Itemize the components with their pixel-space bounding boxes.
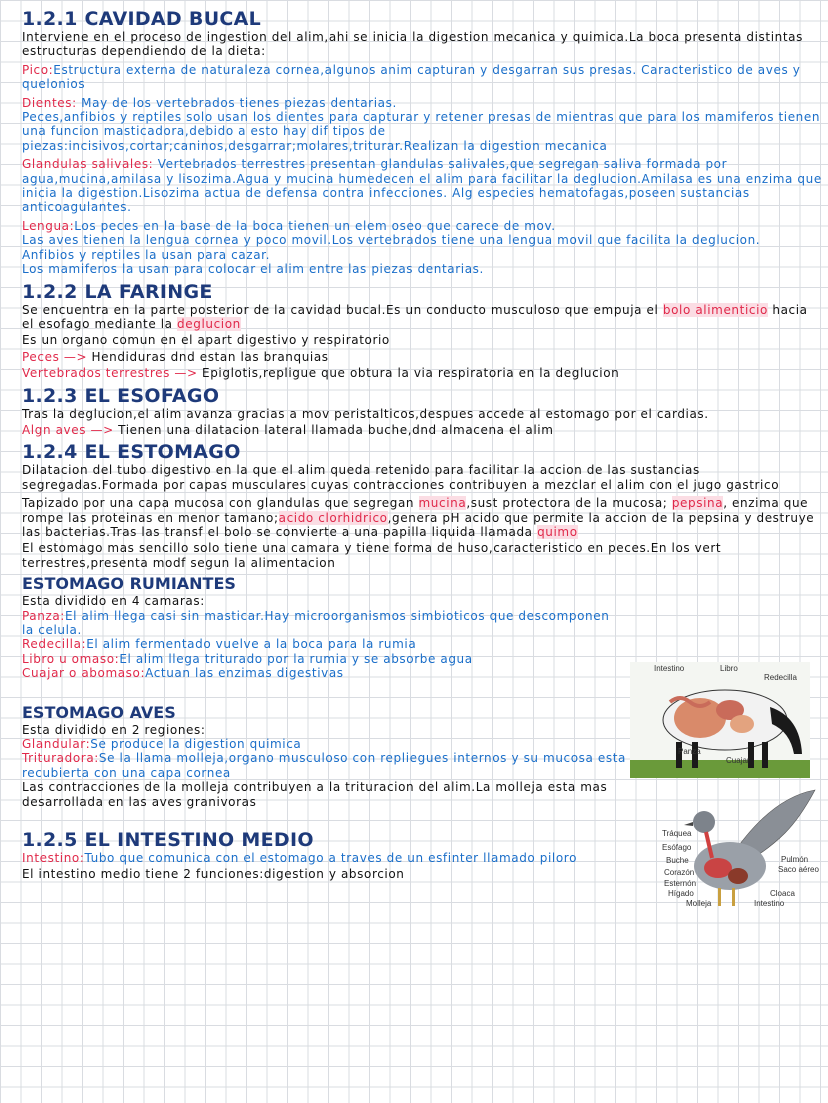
text: hacia el esofago mediante la — [22, 302, 808, 331]
term-label: Redecilla: — [22, 637, 87, 652]
cow-leg — [762, 742, 768, 768]
term-label: Panza: — [22, 608, 65, 623]
label-traquea: Tráquea — [662, 829, 692, 838]
paragraph: Esta dividido en 2 regiones: — [22, 722, 206, 737]
label-panza: Panza — [678, 747, 701, 756]
term-text: May de los vertebrados tienes piezas dentarias. — [76, 95, 397, 110]
paragraph: Tras la deglucion,el alim avanza gracias a mov peristalticos,despues accede al estomago por el cardias. — [22, 406, 709, 421]
term-text: Se produce la digestion quimica — [90, 737, 302, 752]
bird-leg — [718, 888, 721, 906]
section-title-estomago: 1.2.4 EL ESTOMAGO — [22, 441, 241, 464]
label-buche: Buche — [666, 856, 689, 865]
bird-head — [693, 811, 715, 833]
term-text: El alim llega triturado por la rumia y se absorbe agua — [119, 651, 473, 666]
label-cuajar: Cuajar — [726, 756, 750, 765]
label-cloaca: Cloaca — [770, 889, 795, 898]
cow-stomach-illustration — [630, 662, 810, 778]
term-label: Glandular: — [22, 737, 91, 752]
label-molleja: Molleja — [686, 899, 712, 908]
term-text: Epiglotis,repligue que obtura la via respiratoria en la deglucion — [202, 366, 620, 381]
bird-beak — [684, 822, 693, 826]
paragraph — [22, 303, 822, 332]
paragraph: Es un organo comun en el apart digestivo y respiratorio — [22, 333, 390, 348]
term-text: Los peces en la base de la boca tienen un elem oseo que carece de mov. — [74, 218, 556, 233]
highlight-term: quimo — [537, 524, 578, 539]
rumiantes-block — [22, 574, 622, 680]
paragraph-pico — [22, 63, 822, 92]
term-label: Intestino: — [22, 851, 85, 866]
paragraph: Esta dividido en 4 camaras: — [22, 594, 205, 609]
term-text: Se la llama molleja,organo musculoso con repliegues internos y su mucosa esta recubierta con una capa cornea — [22, 751, 626, 780]
arrow: —> — [169, 366, 203, 381]
text: ,genera pH acido que permite la accion de la pepsina y destruye las bacterias.Tras las transf el bolo se convierte a una papilla liquida llamada — [22, 510, 815, 539]
bird-leg — [732, 888, 735, 906]
gizzard-organ — [728, 868, 748, 884]
term-label: Libro u omaso: — [22, 651, 120, 666]
paragraph: Dilatacion del tubo digestivo en la que el alim queda retenido para facilitar la accion de las sustancias segregadas.Formada por capas musculares cuyas contracciones contribuyen a mezclar el alim con el jugo gastrico — [22, 463, 780, 492]
paragraph-panza — [22, 609, 622, 638]
paragraph-aves — [22, 423, 822, 437]
highlight-term: bolo alimenticio — [662, 302, 768, 317]
term-label: Peces — [22, 349, 60, 364]
section-title-intestino-medio: 1.2.5 EL INTESTINO MEDIO — [22, 829, 314, 852]
term-text: Estructura externa de naturaleza cornea,algunos anim capturan y desgarran sus presas. Caracteristico de aves y quelonios — [22, 62, 801, 92]
term-text: Hendiduras dnd estan las branquias — [91, 349, 329, 364]
paragraph-trituradora — [22, 751, 642, 780]
text: Tapizado por una capa mucosa con glandulas que segregan — [22, 496, 419, 511]
paragraph: El intestino medio tiene 2 funciones:digestion y absorcion — [22, 867, 405, 882]
term-label: Algn aves — [22, 422, 87, 437]
paragraph: Anfibios y reptiles la usan para cazar. — [22, 247, 270, 262]
label-esternon: Esternón — [664, 879, 697, 888]
paragraph-glandular — [22, 737, 642, 751]
term-text: El alim fermentado vuelve a la boca para la rumia — [86, 637, 417, 652]
term-text: El alim llega casi sin masticar.Hay microorganismos simbioticos que descomponen la celula. — [22, 608, 610, 637]
arrow: —> — [59, 349, 92, 364]
term-label: Pico: — [22, 62, 54, 77]
subsection-title-aves: ESTOMAGO AVES — [22, 702, 176, 722]
label-pulmon: Pulmón — [781, 855, 809, 864]
paragraph-dientes — [22, 96, 822, 110]
subsection-title-rumiantes: ESTOMAGO RUMIANTES — [22, 574, 236, 594]
term-label: Vertebrados terrestres — [22, 366, 170, 381]
highlight-term: mucina — [418, 496, 467, 511]
label-redecilla: Redecilla — [764, 673, 797, 682]
aves-block — [22, 703, 642, 809]
section-title-esofago: 1.2.3 EL ESOFAGO — [22, 384, 220, 407]
paragraph-redecilla — [22, 637, 622, 651]
paragraph: Interviene en el proceso de ingestion del alim,ahi se inicia la digestion mecanica y quimica.La boca presenta distintas estructuras dependiendo de la dieta: — [22, 30, 803, 59]
term-label: Lengua: — [22, 218, 75, 233]
paragraph: Las aves tienen la lengua cornea y poco movil.Los vertebrados tiene una lengua movil que facilita la deglucion. — [22, 233, 761, 248]
term-label: Glandulas salivales: — [22, 157, 154, 172]
text: ,sust protectora de la mucosa; — [466, 496, 672, 511]
section-title-cavidad-bucal: 1.2.1 CAVIDAD BUCAL — [22, 8, 262, 30]
grass — [630, 760, 810, 778]
paragraph: El estomago mas sencillo solo tiene una camara y tiene forma de huso,caracteristico en peces.En los vert terrestres,presenta modf segun la alimentacion — [22, 541, 722, 570]
label-libro: Libro — [720, 664, 738, 673]
label-intestino: Intestino — [654, 664, 685, 673]
label-esofago: Esófago — [662, 843, 692, 852]
paragraph: Los mamiferos la usan para colocar el alim entre las piezas dentarias. — [22, 262, 484, 277]
section-title-faringe: 1.2.2 LA FARINGE — [22, 280, 213, 303]
term-text: Tienen una dilatacion lateral llamada buche,dnd almacena el alim — [118, 422, 554, 437]
highlight-term: acido clorhidrico — [278, 510, 388, 525]
paragraph-cuajar — [22, 666, 622, 680]
paragraph-libro — [22, 652, 622, 666]
term-text: Actuan las enzimas digestivas — [145, 666, 344, 681]
text: Se encuentra en la parte posterior de la cavidad bucal.Es un conducto musculoso que empuja el — [22, 302, 663, 317]
label-intestino: Intestino — [754, 899, 785, 908]
label-saco-aereo: Saco aéreo — [778, 865, 819, 874]
term-text: Tubo que comunica con el estomago a traves de un esfinter llamado piloro — [84, 851, 578, 866]
paragraph-glandulas — [22, 157, 822, 215]
label-corazon: Corazón — [664, 868, 695, 877]
paragraph-peces — [22, 350, 822, 364]
reticulum-organ — [730, 715, 754, 733]
text: , enzima que rompe las proteinas en menor tamano; — [22, 496, 809, 525]
paragraph — [22, 496, 822, 539]
term-label: Trituradora: — [22, 751, 99, 766]
term-label: Dientes: — [22, 95, 77, 110]
paragraph: Peces,anfibios y reptiles solo usan los dientes para capturar y retener presas de mientras que para los mamiferos tienen una funcion masticadora,debido a esto hay dif tipos de piezas:incisivos,cortar;caninos,desgarrar;molares,triturar.Realizan la digestion mecanica — [22, 110, 821, 153]
paragraph-lengua — [22, 219, 822, 233]
paragraph: Las contracciones de la molleja contribuyen a la trituracion del alim.La molleja esta mas desarrollada en las aves granivoras — [22, 780, 608, 809]
arrow: —> — [86, 422, 119, 437]
term-label: Cuajar o abomaso: — [22, 666, 146, 681]
heart-organ — [704, 858, 732, 878]
highlight-term: deglucion — [177, 316, 241, 331]
label-higado: Hígado — [668, 889, 694, 898]
bird-digestive-illustration — [660, 788, 820, 912]
highlight-term: pepsina — [671, 496, 724, 511]
term-text: Vertebrados terrestres presentan glandulas salivales,que segregan saliva formada por agua,mucina,amilasa y lisozima.Agua y mucina humedecen el alim para facilitar la deglucion.Amilasa es una enzima que inicia la digestion.Lisozima actua de defensa contra infecciones. Alg especies hematofagas,poseen sustancias anticoagulantes. — [22, 157, 822, 215]
paragraph-vertebrados — [22, 366, 822, 380]
